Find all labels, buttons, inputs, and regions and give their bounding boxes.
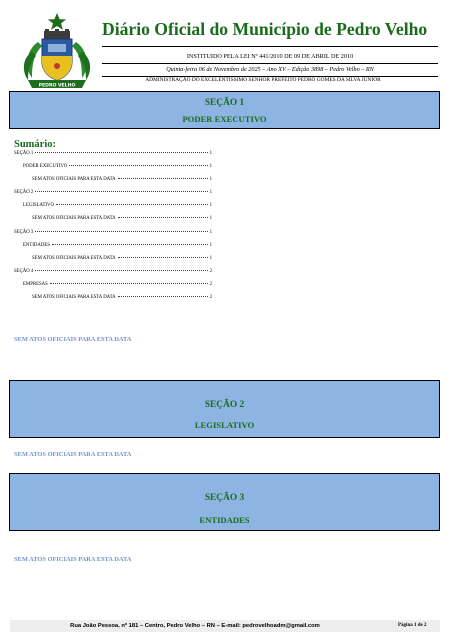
section-2-notice: SEM ATOS OFICIAIS PARA ESTA DATA [14, 451, 132, 458]
section-3-title: SEÇÃO 3 [204, 493, 245, 503]
toc-entry[interactable]: PODER EXECUTIVO 1 [23, 164, 212, 169]
toc-entry[interactable]: SEÇÃO 4 2 [14, 269, 212, 274]
section-1-subtitle: PODER EXECUTIVO [182, 114, 267, 124]
toc-entry[interactable]: SEÇÃO 1 1 [14, 151, 212, 156]
page-indicator: Página 1 de 2 [398, 623, 427, 628]
crest-ribbon-text: PEDRO VELHO [38, 83, 76, 89]
crest-icon [18, 12, 96, 94]
section-2-title: SEÇÃO 2 [204, 400, 245, 410]
administration-line: ADMINISTRAÇÃO DO EXCELENTISSIMO SENHOR PREFEITO PEDRO GOMES DA SILVA JUNIOR [145, 77, 381, 83]
toc-entry[interactable]: SEM ATOS OFICIAIS PARA ESTA DATA 1 [32, 216, 212, 221]
law-line: INSTITUIDO PELA LEI Nº 441/2010 DE 09 DE ABRIL DE 2010 [186, 53, 354, 60]
toc-entry[interactable]: LEGISLATIVO 1 [23, 203, 212, 208]
toc-entry[interactable]: SEM ATOS OFICIAIS PARA ESTA DATA 2 [32, 295, 212, 300]
header-rule-middle [102, 63, 438, 64]
toc-entry[interactable]: EMPRESAS 2 [23, 282, 212, 287]
edition-line: Quinta-feira 06 de Novembro de 2025 – Ano XV – Edição 3898 – Pedro Velho – RN [166, 66, 374, 73]
section-3-subtitle: ENTIDADES [199, 515, 250, 525]
toc-entry[interactable]: ENTIDADES 1 [23, 243, 212, 248]
section-1-banner [9, 91, 440, 129]
toc-entry[interactable]: SEÇÃO 3 1 [14, 230, 212, 235]
summary-heading: Sumário: [14, 139, 56, 150]
section-3-banner [9, 473, 440, 531]
section-1-title: SEÇÃO 1 [204, 98, 245, 108]
newspaper-title: Diário Oficial do Município de Pedro Velho [102, 19, 428, 39]
section-3-notice: SEM ATOS OFICIAIS PARA ESTA DATA [14, 556, 132, 563]
header-rule-top [102, 46, 438, 47]
section-2-banner [9, 380, 440, 438]
section-1-notice: SEM ATOS OFICIAIS PARA ESTA DATA [14, 336, 132, 343]
footer-address: Rua João Pessoa, nº 181 – Centro, Pedro Velho – RN – E-mail: pedrovelhoadm@gmail.com [70, 623, 320, 629]
section-2-subtitle: LEGISLATIVO [194, 420, 255, 430]
toc-entry[interactable]: SEM ATOS OFICIAIS PARA ESTA DATA 1 [32, 256, 212, 261]
toc-entry[interactable]: SEÇÃO 2 1 [14, 190, 212, 195]
toc-entry[interactable]: SEM ATOS OFICIAIS PARA ESTA DATA 1 [32, 177, 212, 182]
